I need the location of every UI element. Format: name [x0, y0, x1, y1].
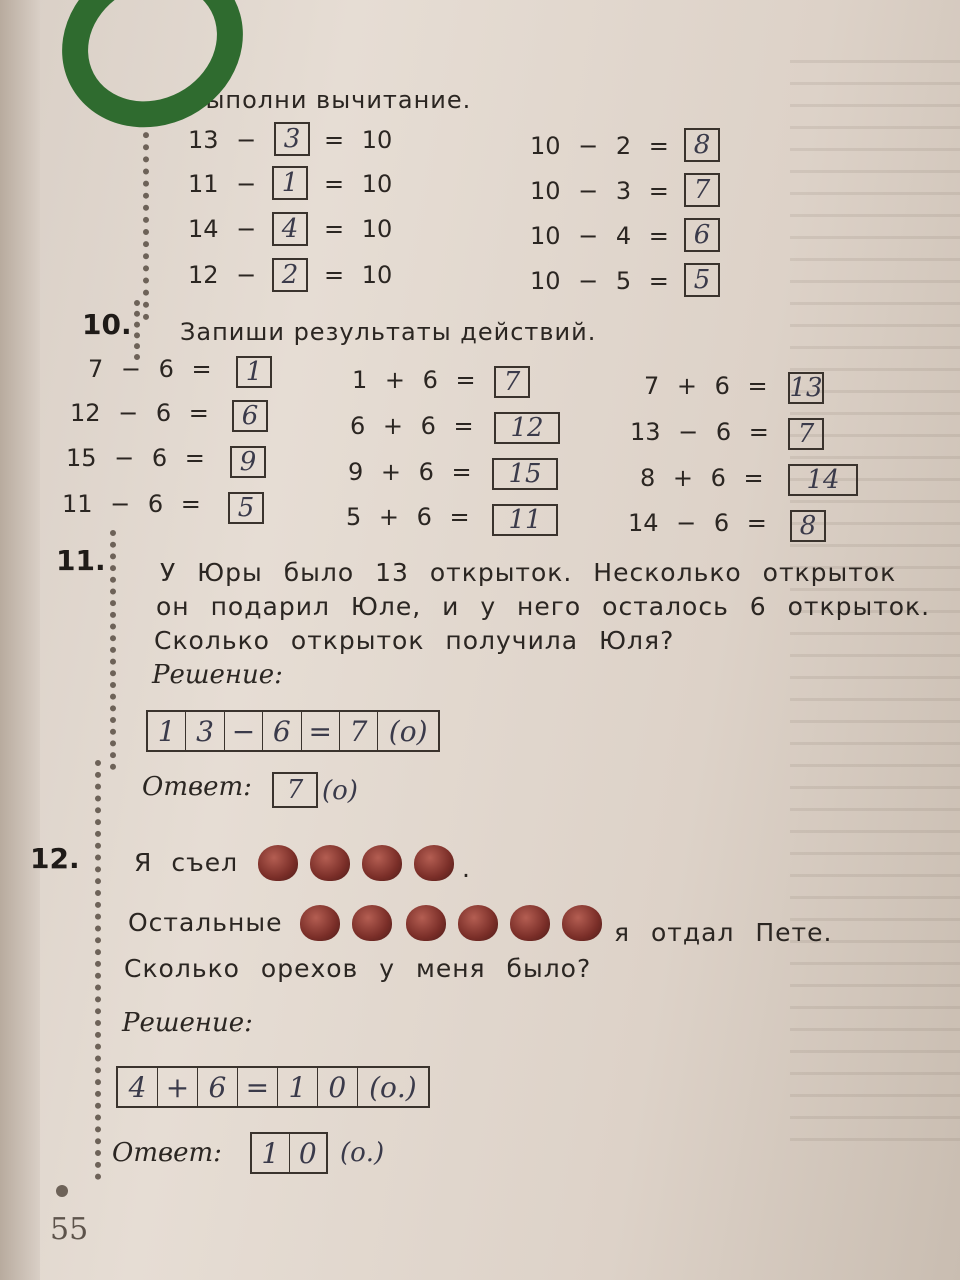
ex12-period: . — [462, 854, 471, 883]
ex9-right-expr: 10 − 5 = — [530, 267, 669, 295]
nut-icon — [406, 905, 446, 941]
ex10-answer-box[interactable]: 1 — [236, 356, 272, 388]
nut-icon — [414, 845, 454, 881]
nut-icon — [562, 905, 602, 941]
solution-label: Решение: — [152, 660, 283, 690]
ex9-left-tail: = 10 — [324, 170, 393, 198]
exercise-number: 11. — [56, 544, 106, 577]
solution-cell: − — [225, 712, 263, 750]
ex9-left-expr: 13 − — [188, 126, 257, 154]
ex9-left-expr: 14 − — [188, 215, 257, 243]
answer-cell: 0 — [298, 1136, 317, 1170]
nut-icon — [352, 905, 392, 941]
ex10-answer-box[interactable]: 8 — [790, 510, 826, 542]
margin-line-end-dot — [56, 1185, 68, 1197]
ex12-answer-box[interactable] — [250, 1132, 328, 1174]
answer-label: Ответ: — [142, 772, 252, 802]
ex10-expr: 7 − 6 = — [88, 355, 212, 383]
ex9-answer-box[interactable]: 2 — [272, 258, 308, 292]
ex10-expr: 8 + 6 = — [640, 464, 764, 492]
ex10-expr: 11 − 6 = — [62, 490, 201, 518]
margin-dotted-line — [143, 120, 149, 320]
nut-icon — [458, 905, 498, 941]
ex12-problem-text: Сколько орехов у меня было? — [124, 954, 592, 983]
solution-cell: 6 — [263, 712, 301, 750]
ex12-answer-unit: (о.) — [340, 1138, 385, 1168]
solution-cell: 1 — [148, 712, 186, 750]
ex9-left-tail: = 10 — [324, 126, 393, 154]
ex10-expr: 14 − 6 = — [628, 509, 767, 537]
exercise-number: 12. — [30, 842, 80, 875]
margin-dotted-line — [110, 530, 116, 770]
ex11-problem-line: У Юры было 13 открыток. Несколько открыток — [160, 558, 897, 587]
ex9-answer-box[interactable]: 5 — [684, 263, 720, 297]
ex10-expr: 5 + 6 = — [346, 503, 470, 531]
solution-cell: (о) — [388, 714, 428, 748]
ex9-right-expr: 10 − 3 = — [530, 177, 669, 205]
ex12-solution-row[interactable] — [116, 1066, 430, 1108]
ex9-left-tail: = 10 — [324, 215, 393, 243]
ex10-answer-box[interactable]: 13 — [789, 373, 823, 403]
solution-cell: 1 — [278, 1068, 318, 1106]
page-binding-edge — [0, 0, 40, 1280]
solution-cell: 6 — [198, 1068, 238, 1106]
ex12-problem-text: Остальные — [128, 908, 283, 937]
answer-label: Ответ: — [112, 1138, 222, 1168]
ex10-answer-box[interactable]: 9 — [230, 446, 266, 478]
ex11-problem-line: он подарил Юле, и у него осталось 6 открыток. — [156, 592, 931, 621]
ex9-answer-box[interactable]: 6 — [684, 218, 720, 252]
ex9-left-expr: 11 − — [188, 170, 257, 198]
ex9-answer-box[interactable]: 8 — [684, 128, 720, 162]
nut-icon — [362, 845, 402, 881]
solution-cell: = — [302, 712, 340, 750]
ex10-answer-box[interactable]: 14 — [788, 464, 858, 496]
ex10-expr: 12 − 6 = — [70, 399, 209, 427]
ex9-answer-box[interactable]: 1 — [272, 166, 308, 200]
ex9-left-tail: = 10 — [324, 261, 393, 289]
ex10-expr: 7 + 6 = — [644, 372, 768, 400]
nut-icon — [310, 845, 350, 881]
ex10-answer-box[interactable]: 7 — [788, 418, 824, 450]
nut-icon — [258, 845, 298, 881]
ex10-answer-box[interactable]: 11 — [492, 504, 558, 536]
nut-icon — [300, 905, 340, 941]
ex10-expr: 13 − 6 = — [630, 418, 769, 446]
ex11-answer-unit: (о) — [322, 776, 358, 806]
ex9-left-expr: 12 − — [188, 261, 257, 289]
ex10-answer-box[interactable]: 5 — [228, 492, 264, 524]
ex9-right-expr: 10 − 4 = — [530, 222, 669, 250]
ex10-answer-box[interactable]: 12 — [494, 412, 560, 444]
ex10-expr: 6 + 6 = — [350, 412, 474, 440]
ex10-answer-box[interactable]: 15 — [492, 458, 558, 490]
page-number: 55 — [50, 1212, 89, 1247]
solution-cell: 4 — [118, 1068, 158, 1106]
margin-dotted-line — [95, 760, 101, 1180]
answer-cell: 1 — [252, 1134, 290, 1172]
ex12-problem-text: Я съел — [134, 848, 239, 877]
solution-cell: 7 — [340, 712, 378, 750]
ex9-answer-box[interactable]: 7 — [684, 173, 720, 207]
margin-dotted-line — [134, 300, 140, 360]
ex10-instruction: Запиши результаты действий. — [180, 318, 597, 346]
solution-cell: (о.) — [369, 1070, 417, 1104]
ex11-solution-row[interactable] — [146, 710, 440, 752]
ex9-answer-box[interactable]: 4 — [272, 212, 308, 246]
solution-cell: = — [238, 1068, 278, 1106]
ex10-expr: 9 + 6 = — [348, 458, 472, 486]
solution-label: Решение: — [122, 1008, 253, 1038]
exercise-number: 10. — [82, 308, 132, 341]
ex10-answer-box[interactable]: 6 — [232, 400, 268, 432]
ex10-answer-box[interactable]: 7 — [494, 366, 530, 398]
nut-icon — [510, 905, 550, 941]
ex9-answer-box[interactable]: 3 — [274, 122, 310, 156]
solution-cell: 0 — [318, 1068, 358, 1106]
ex10-expr: 1 + 6 = — [352, 366, 476, 394]
solution-cell: 3 — [186, 712, 224, 750]
ex9-instruction: Выполни вычитание. — [188, 86, 472, 114]
ex11-problem-line: Сколько открыток получила Юля? — [154, 626, 675, 655]
ex11-answer-box[interactable]: 7 — [272, 772, 318, 808]
ex9-right-expr: 10 − 2 = — [530, 132, 669, 160]
ex12-problem-text: я отдал Пете. — [614, 918, 833, 947]
solution-cell: + — [158, 1068, 198, 1106]
ex10-expr: 15 − 6 = — [66, 444, 205, 472]
